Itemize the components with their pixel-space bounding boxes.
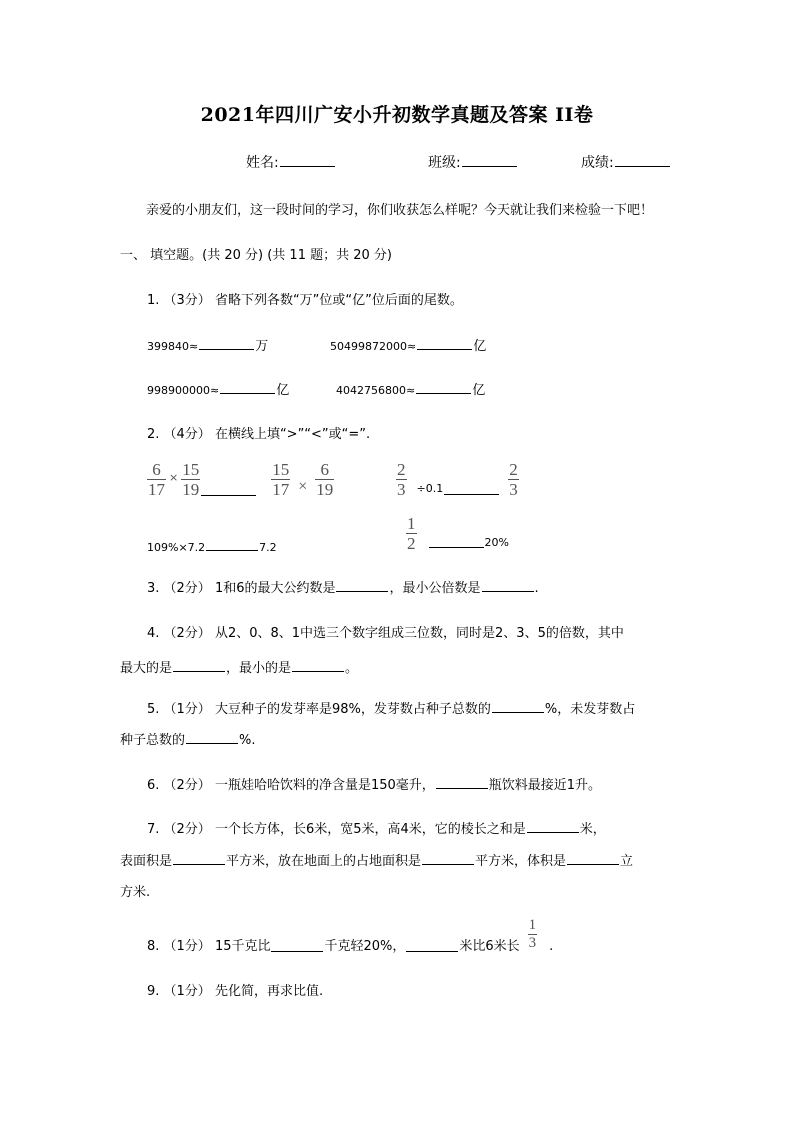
q7-text-e: 平方米，体积是 (475, 854, 567, 869)
name-label: 姓名: (246, 155, 279, 171)
q8-text-a: 8. （1分） 15千克比 (147, 939, 271, 954)
q2-blank-1[interactable] (201, 483, 256, 496)
q1-blank-1[interactable] (199, 337, 254, 350)
fraction-6-17: $\frac{6}{17}$ (148, 460, 165, 499)
q6-text-b: 瓶饮料最接近1升。 (488, 778, 602, 793)
q1-item-4-unit: 亿 (472, 383, 486, 398)
q1-blank-2[interactable] (417, 337, 472, 350)
q5-text-a: 5. （1分） 大豆种子的发芽率是98%，发芽数占种子总数的 (147, 702, 491, 717)
page-title: 2021年四川广安小升初数学真题及答案 II卷 (200, 104, 594, 126)
fraction-1-2: $\frac{1}{2}$ (407, 514, 416, 553)
q7-blank-1[interactable] (527, 820, 579, 833)
score-blank[interactable] (615, 154, 670, 167)
q7-blank-2[interactable] (173, 852, 225, 865)
q2-blank-2[interactable] (444, 482, 499, 495)
q4-blank-1[interactable] (173, 659, 225, 672)
q4-blank-2[interactable] (292, 659, 344, 672)
q1-item-1-unit: 万 (255, 339, 269, 354)
q2-row-2-left (147, 538, 277, 554)
q7-text-a: 7. （2分） 一个长方体，长6米，宽5米，高4米，它的棱长之和是 (147, 822, 526, 837)
q7-text-c: 表面积是 (120, 854, 173, 869)
q1-blank-4[interactable] (416, 381, 471, 394)
fraction-2-3-a: $\frac{2}{3}$ (397, 460, 406, 499)
q8-text-b: 千克轻20%， (324, 939, 406, 954)
q7-blank-3[interactable] (422, 852, 474, 865)
q4-text-a: 最大的是 (120, 661, 173, 676)
q3-text-b: ，最小公倍数是 (389, 581, 481, 596)
question-7-line-2 (120, 850, 633, 869)
fraction-15-19: $\frac{15}{19}$ (182, 460, 200, 499)
q2-row-2-right (406, 515, 509, 552)
times-sign: × (169, 471, 179, 484)
q1-item-3-unit: 亿 (276, 383, 290, 398)
q2-expr-b: 7.2 (259, 541, 277, 554)
fraction-6-19: $\frac{6}{19}$ (316, 460, 334, 499)
q2-row-1-left (147, 461, 334, 498)
q5-text-c: 种子总数的 (120, 733, 186, 748)
q5-text-b: %，未发芽数占 (544, 702, 636, 717)
q2-blank-4[interactable] (429, 535, 484, 548)
q5-blank-1[interactable] (492, 700, 544, 713)
q7-text-f: 立 (620, 854, 634, 869)
q3-text-c: . (534, 581, 539, 596)
name-blank[interactable] (280, 154, 335, 167)
q8-blank-2[interactable] (406, 939, 458, 952)
score-field[interactable] (581, 152, 671, 172)
q1-item-2-unit: 亿 (473, 339, 487, 354)
question-1-stem: 1. （3分） 省略下列各数“万”位或“亿”位后面的尾数。 (147, 293, 463, 308)
q4-text-b: ，最小的是 (226, 661, 292, 676)
q8-text-d: . (549, 939, 554, 954)
q6-blank-1[interactable] (436, 776, 488, 789)
q1-item-3-number: 998900000≈ (147, 384, 220, 397)
q7-blank-4[interactable] (567, 852, 619, 865)
q2-blank-3[interactable] (206, 538, 258, 551)
intro-text: 亲爱的小朋友们，这一段时间的学习，你们收获怎么样呢？今天就让我们来检验一下吧！ (146, 203, 654, 218)
q1-item-4-number: 4042756800≈ (336, 384, 416, 397)
q1-item-3 (147, 379, 289, 398)
question-5-line-2 (120, 729, 256, 748)
q6-text-a: 6. （2分） 一瓶娃哈哈饮料的净含量是150毫升， (147, 778, 435, 793)
q1-item-4 (336, 379, 485, 398)
question-9-stem: 9. （1分） 先化简，再求比值. (147, 984, 324, 999)
q5-text-d: %. (239, 733, 256, 748)
question-8 (147, 918, 553, 957)
class-label: 班级: (428, 155, 461, 171)
question-3 (147, 577, 539, 596)
times-sign-2: × (298, 478, 308, 495)
q3-text-a: 3. （2分） 1和6的最大公约数是 (147, 581, 336, 596)
name-field[interactable] (246, 152, 336, 172)
fraction-1-3: $\frac{1}{3}$ (528, 917, 537, 951)
q1-item-1 (147, 335, 268, 354)
q1-blank-3[interactable] (220, 381, 275, 394)
q2-row-1-right (396, 461, 519, 498)
question-6 (147, 774, 601, 793)
divide-text: ÷0.1 (416, 482, 444, 495)
class-field[interactable] (428, 152, 518, 172)
section-heading: 一、 填空题。(共 20 分) (共 11 题；共 20 分) (120, 248, 392, 263)
q1-item-2 (330, 335, 486, 354)
question-2-stem: 2. （4分） 在横线上填“>”“<”或“=”. (147, 427, 371, 442)
question-4-line-2 (120, 657, 358, 676)
q7-text-d: 平方米，放在地面上的占地面积是 (226, 854, 422, 869)
q2-expr-a: 109%×7.2 (147, 541, 206, 554)
question-7-line-3: 方米. (120, 885, 151, 900)
q1-item-2-number: 50499872000≈ (330, 340, 417, 353)
question-7-line-1 (147, 818, 606, 837)
question-4-line-1: 4. （2分） 从2、0、8、1中选三个数字组成三位数，同时是2、3、5的倍数，其中 (147, 626, 624, 641)
question-5-line-1 (147, 698, 635, 717)
q4-text-c: 。 (345, 661, 359, 676)
class-blank[interactable] (462, 154, 517, 167)
q3-blank-1[interactable] (336, 579, 388, 592)
q1-item-1-number: 399840≈ (147, 340, 199, 353)
q8-blank-1[interactable] (271, 939, 323, 952)
q8-text-c: 米比6米长 (459, 939, 520, 954)
fraction-2-3-b: $\frac{2}{3}$ (509, 460, 518, 499)
fraction-15-17: $\frac{15}{17}$ (272, 460, 290, 499)
score-label: 成绩: (581, 155, 614, 171)
q5-blank-2[interactable] (186, 731, 238, 744)
q3-blank-2[interactable] (482, 579, 534, 592)
q7-text-b: 米， (579, 822, 606, 837)
q2-expr-c: 20% (484, 536, 509, 549)
